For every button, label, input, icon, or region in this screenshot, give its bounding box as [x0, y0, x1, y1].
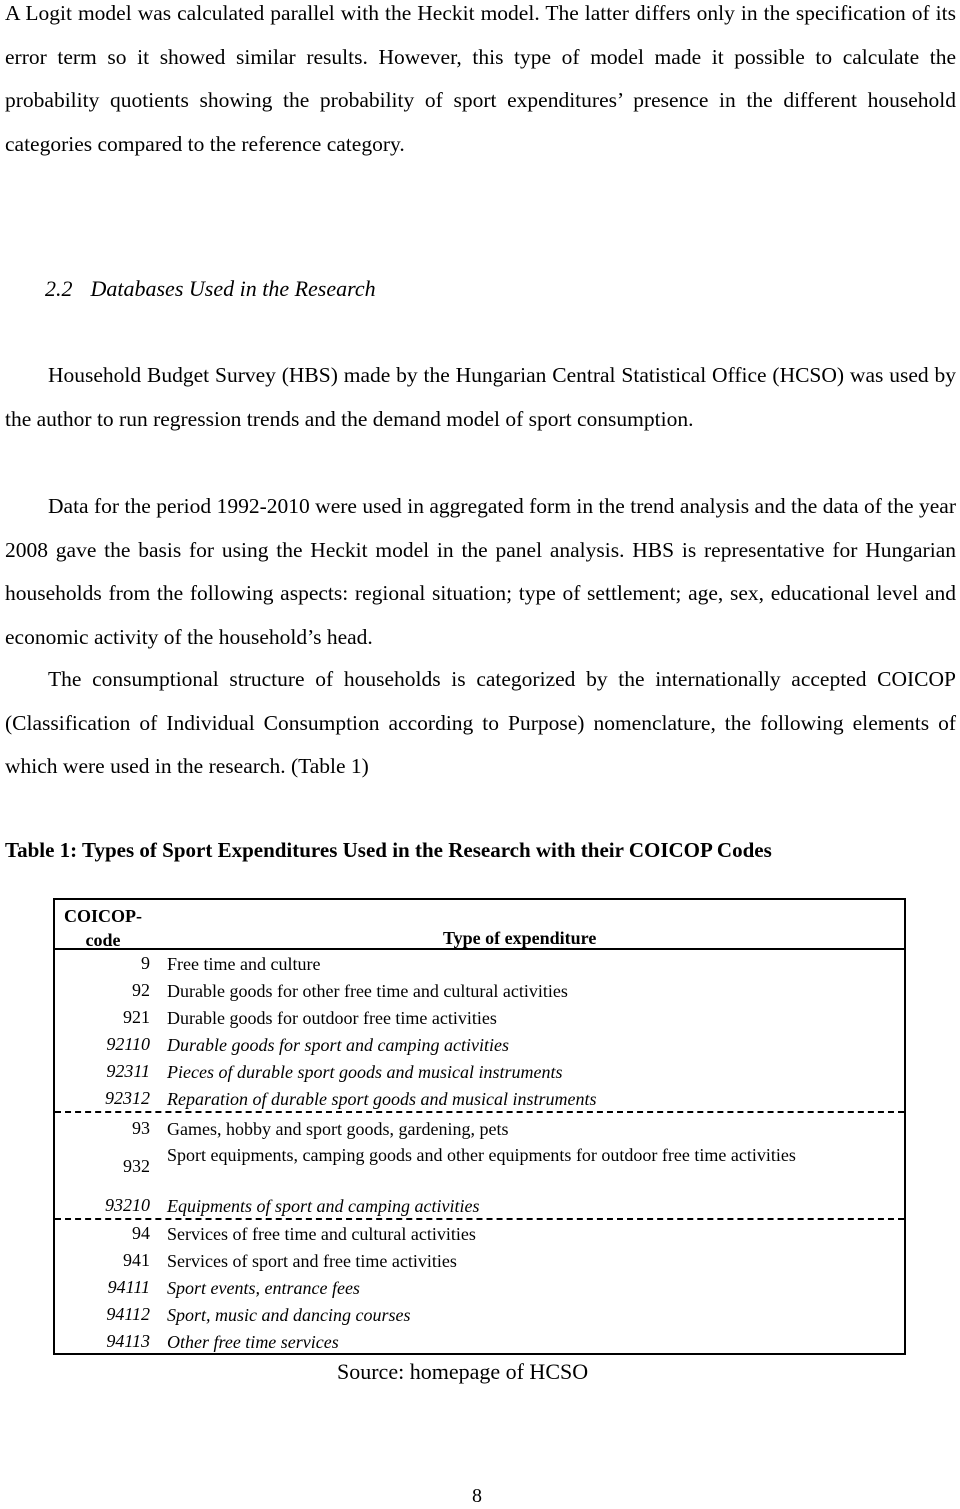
- table-header: [55, 900, 904, 950]
- row-code: 94113: [106, 1331, 150, 1351]
- paragraph-logit-model: A Logit model was calculated parallel with the Heckit model. The latter differs only in the specification of its error term so it showed similar results. However, this type of model made it possible to calculate the probability quotients showing the probability of sport expenditures’ presence in the different household categories compared to the reference category.: [5, 1, 956, 156]
- row-desc: Reparation of durable sport goods and musical instruments: [167, 1089, 597, 1109]
- row-code: 921: [123, 1007, 150, 1027]
- row-code: 93: [132, 1118, 150, 1138]
- paragraph-coicop: The consumptional structure of households is categorized by the internationally accepted COICOP (Classification of Individual Consumption according to Purpose) nomenclature, the following elements of which were used in the research. (Table 1): [5, 667, 956, 778]
- row-desc: Pieces of durable sport goods and musical instruments: [167, 1062, 563, 1082]
- section-number: 2.2: [45, 276, 73, 301]
- row-desc: Durable goods for outdoor free time activities: [167, 1008, 497, 1028]
- section-title: Databases Used in the Research: [90, 276, 376, 301]
- row-code: 9: [141, 953, 150, 973]
- row-code: 92110: [106, 1034, 150, 1054]
- row-code: 94112: [106, 1304, 150, 1324]
- row-desc: Durable goods for sport and camping activities: [167, 1035, 509, 1055]
- page-number: 8: [472, 1485, 482, 1507]
- row-code: 932: [123, 1156, 150, 1176]
- paragraph-data-period: Data for the period 1992-2010 were used in aggregated form in the trend analysis and the data of the year 2008 gave the basis for using the Heckit model in the panel analysis. HBS is representative for Hungarian households from the following aspects: regional situation; type of settlement; age, sex, educational level and economic activity of the household’s head.: [5, 494, 956, 649]
- header-type: Type of expenditure: [443, 928, 597, 948]
- row-desc: Free time and culture: [167, 954, 321, 974]
- row-desc: Services of free time and cultural activities: [167, 1224, 476, 1244]
- row-code: 92312: [105, 1088, 150, 1108]
- row-desc: Sport equipments, camping goods and other equipments for outdoor free time activities: [167, 1145, 796, 1165]
- table-title: Table 1: Types of Sport Expenditures Used in the Research with their COICOP Codes: [5, 838, 772, 862]
- row-code: 93210: [105, 1195, 150, 1215]
- row-desc: Other free time services: [167, 1332, 339, 1352]
- paragraph-hbs: Household Budget Survey (HBS) made by the Hungarian Central Statistical Office (HCSO) was used by the author to run regression trends and the demand model of sport consumption.: [5, 363, 956, 431]
- header-code: [63, 904, 143, 952]
- dashed-divider: [55, 1111, 904, 1113]
- row-code: 92: [132, 980, 150, 1000]
- section-heading: [45, 276, 376, 302]
- dashed-divider: [55, 1218, 904, 1220]
- row-code: 941: [123, 1250, 150, 1270]
- row-desc: Equipments of sport and camping activities: [167, 1196, 480, 1216]
- row-desc: Services of sport and free time activities: [167, 1251, 457, 1271]
- table-source: Source: homepage of HCSO: [337, 1359, 589, 1384]
- row-desc: Durable goods for other free time and cultural activities: [167, 981, 568, 1001]
- row-code: 94: [132, 1223, 150, 1243]
- header-code-line2: code: [85, 930, 121, 950]
- row-code: 94111: [107, 1277, 150, 1297]
- coicop-table: [53, 898, 906, 1355]
- row-desc: Games, hobby and sport goods, gardening, pets: [167, 1119, 509, 1139]
- header-code-line1: COICOP-: [64, 906, 142, 926]
- row-desc: Sport, music and dancing courses: [167, 1305, 411, 1325]
- row-code: 92311: [106, 1061, 150, 1081]
- row-desc: Sport events, entrance fees: [167, 1278, 360, 1298]
